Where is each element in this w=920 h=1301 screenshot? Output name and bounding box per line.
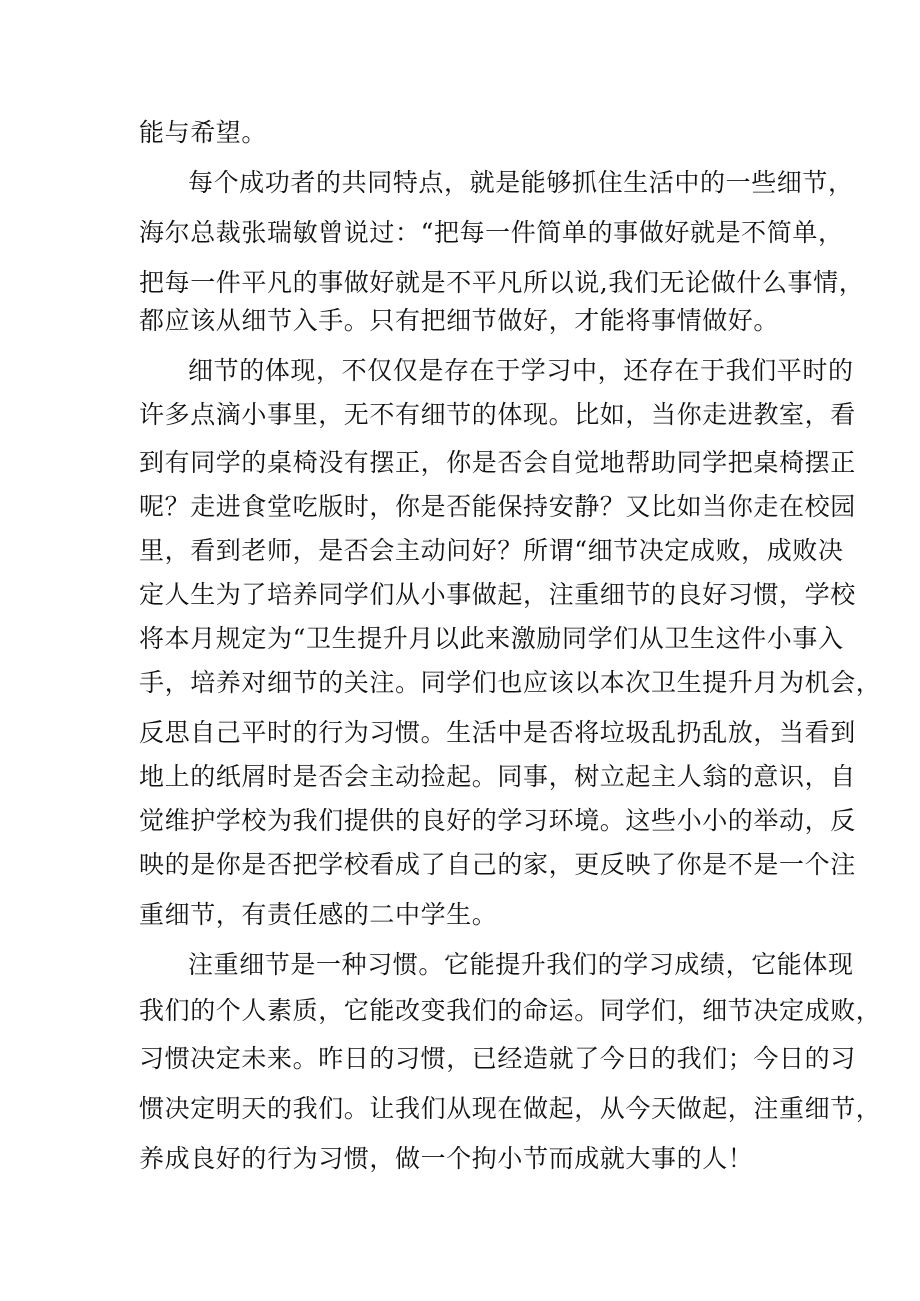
paragraph-1-line-1: 能与希望。 [139,118,268,147]
paragraph-4-line-4: 惯决定明天的我们。让我们从现在做起，从今天做起，注重细节， [139,1094,882,1123]
paragraph-3-line-6: 定人生为了培养同学们从小事做起，注重细节的良好习惯，学校 [139,580,856,609]
paragraph-3-line-9: 反思自己平时的行为习惯。生活中是否将垃圾乱扔乱放，当看到 [139,718,856,747]
paragraph-3-line-4: 呢？走进食堂吃版时，你是否能保持安静？又比如当你走在校园 [139,492,856,521]
paragraph-2-line-4: 都应该从细节入手。只有把细节做好，才能将事情做好。 [139,306,780,335]
paragraph-3-line-13: 重细节，有责任感的二中学生。 [139,900,498,929]
paragraph-2-line-3: 把每一件平凡的事做好就是不平凡所以说,我们无论做什么事情， [139,268,865,297]
paragraph-3-line-8: 手，培养对细节的关注。同学们也应该以本次卫生提升月为机会， [139,668,882,697]
paragraph-3-line-5: 里，看到老师，是否会主动问好？所谓“细节决定成败，成败决 [139,536,844,565]
paragraph-3-line-2: 许多点滴小事里，无不有细节的体现。比如，当你走进教室，看 [139,400,856,429]
paragraph-3-line-1: 细节的体现，不仅仅是存在于学习中，还存在于我们平时的 [188,356,854,385]
paragraph-2-line-1: 每个成功者的共同特点，就是能够抓住生活中的一些细节， [188,168,854,197]
paragraph-4-line-5: 养成良好的行为习惯，做一个拘小节而成就大事的人！ [139,1144,754,1173]
paragraph-4-line-2: 我们的个人素质，它能改变我们的命运。同学们，细节决定成败， [139,996,882,1025]
paragraph-3-line-12: 映的是你是否把学校看成了自己的家，更反映了你是不是一个注 [139,850,856,879]
paragraph-4-line-3: 习惯决定未来。昨日的习惯，已经造就了今日的我们；今日的习 [139,1044,856,1073]
paragraph-3-line-10: 地上的纸屑时是否会主动捡起。同事，树立起主人翁的意识，自 [139,762,856,791]
paragraph-3-line-3: 到有同学的桌椅没有摆正，你是否会自觉地帮助同学把桌椅摆正 [139,448,856,477]
paragraph-4-line-1: 注重细节是一种习惯。它能提升我们的学习成绩，它能体现 [188,950,854,979]
paragraph-3-line-7: 将本月规定为“卫生提升月以此来激励同学们从卫生这件小事入 [139,624,844,653]
paragraph-2-line-2: 海尔总裁张瑞敏曾说过：“把每一件简单的事做好就是不简单， [139,218,844,247]
paragraph-3-line-11: 觉维护学校为我们提供的良好的学习环境。这些小小的举动，反 [139,806,856,835]
